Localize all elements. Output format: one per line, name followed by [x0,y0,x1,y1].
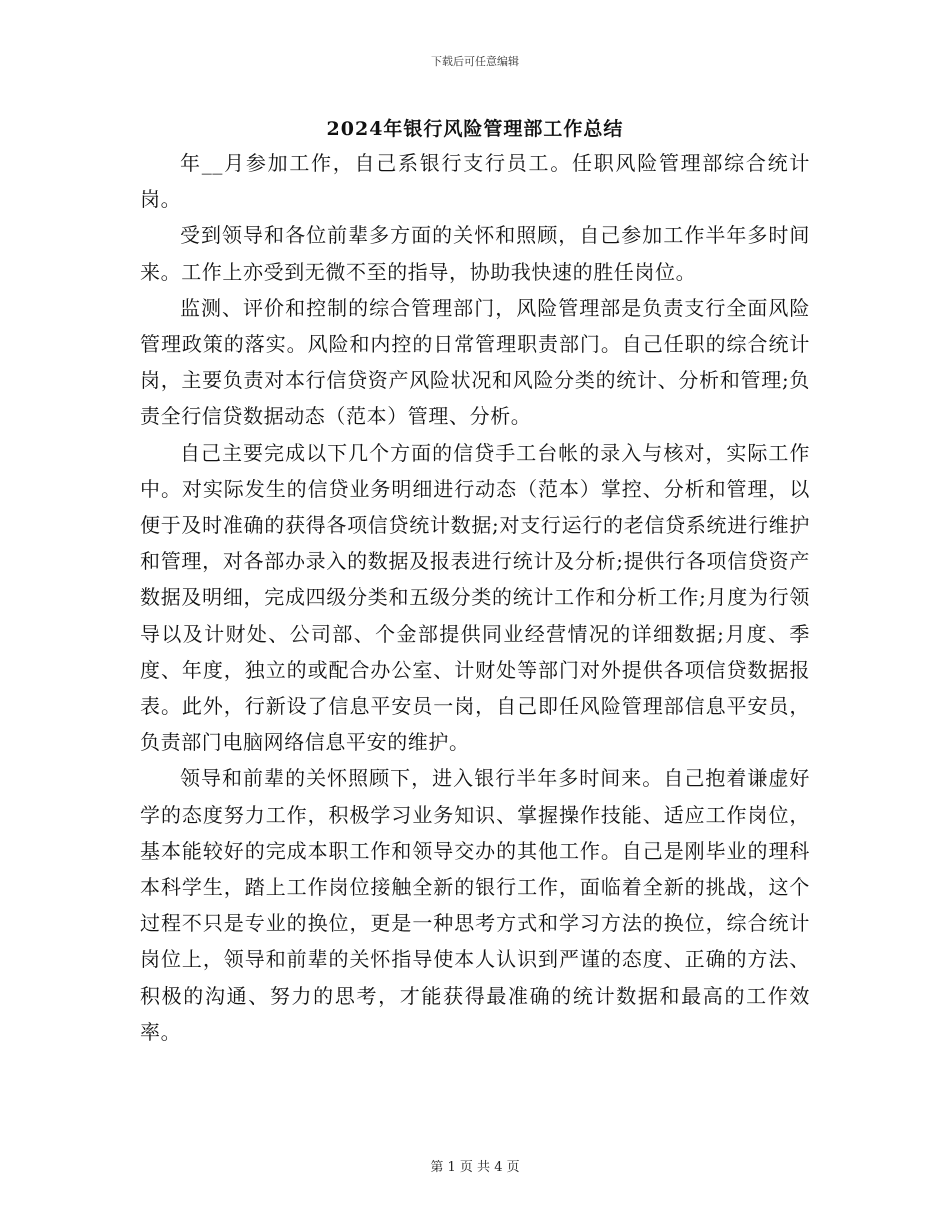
paragraph-2: 受到领导和各位前辈多方面的关怀和照顾，自己参加工作半年多时间来。工作上亦受到无微不至的指导，协助我快速的胜任岗位。 [140,223,810,284]
paragraph-3: 监测、评价和控制的综合管理部门，风险管理部是负责支行全面风险管理政策的落实。风险和内控的日常管理职责部门。自己任职的综合统计岗，主要负责对本行信贷资产风险状况和风险分类的统计、分析和管理;负责全行信贷数据动态（范本）管理、分析。 [140,295,810,429]
paragraph-4: 自己主要完成以下几个方面的信贷手工台帐的录入与核对，实际工作中。对实际发生的信贷业务明细进行动态（范本）掌控、分析和管理，以便于及时准确的获得各项信贷统计数据;对支行运行的老信贷系统进行维护和管理，对各部办录入的数据及报表进行统计及分析;提供行各项信贷资产数据及明细，完成四级分类和五级分类的统计工作和分析工作;月度为行领导以及计财处、公司部、个金部提供同业经营情况的详细数据;月度、季度、年度，独立的或配合办公室、计财处等部门对外提供各项信贷数据报表。此外，行新设了信息平安员一岗，自己即任风险管理部信息平安员，负责部门电脑网络信息平安的维护。 [140,440,810,755]
page-number: 第 1 页 共 4 页 [430,1160,520,1175]
paragraph-1: 年__月参加工作，自己系银行支行员工。任职风险管理部综合统计岗。 [140,151,810,212]
header-note: 下载后可任意编辑 [431,55,519,68]
document-title: 2024年银行风险管理部工作总结 [326,118,624,140]
paragraph-5: 领导和前辈的关怀照顾下，进入银行半年多时间来。自己抱着谦虚好学的态度努力工作，积极学习业务知识、掌握操作技能、适应工作岗位，基本能较好的完成本职工作和领导交办的其他工作。自己是刚毕业的理科本科学生，踏上工作岗位接触全新的银行工作，面临着全新的挑战，这个过程不只是专业的换位，更是一种思考方式和学习方法的换位，综合统计岗位上，领导和前辈的关怀指导使本人认识到严谨的态度、正确的方法、积极的沟通、努力的思考，才能获得最准确的统计数据和最高的工作效率。 [140,766,810,1044]
document-body [140,145,810,1050]
